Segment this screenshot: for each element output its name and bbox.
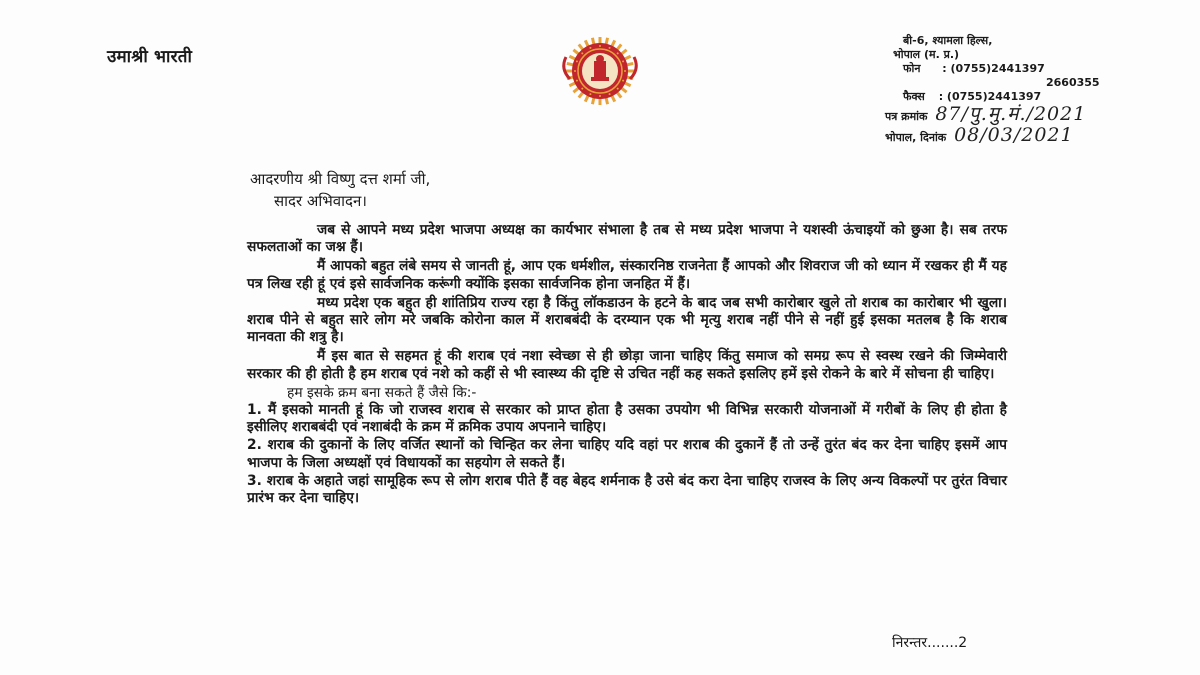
paragraph-3: मध्य प्रदेश एक बहुत ही शांतिप्रिय राज्य रहा है किंतु लॉकडाउन के हटने के बाद जब सभी कारोबार खुले तो शराब का कारोबार भी खुला। शराब पीने से बहुत सारे लोग मरे जबकि कोरोना काल में शराबबंदी के दरम्यान एक भी मृत्यु शराब नहीं पीने से नहीं हुई इसका मतलब है कि शराब मानवता की शत्रु है। [247,294,1007,346]
address-line-2: भोपाल (म. प्र.) [893,48,960,61]
fax-label: फैक्स [903,90,925,103]
paragraph-2: मैं आपको बहुत लंबे समय से जानती हूं, आप एक धर्मशील, संस्कारनिष्ठ राजनेता हैं आपको और शिवराज जी को ध्यान में रखकर ही मैं यह पत्र लिख रही हूं एवं इसे सार्वजनिक करूंगी क्योंकि इसका सार्वजनिक होना जनहित में हैं। [247,258,1007,292]
point-2: 2. शराब की दुकानों के लिए वर्जित स्थानों को चिन्हित कर लेना चाहिए यदि वहां पर शराब की दुकानें हैं तो उन्हें तुरंत बंद कर देना चाहिए इसमें आप भाजपा के जिला अध्यक्षों एवं विधायकों का सहयोग ले सकते हैं। [247,437,1007,471]
salutation-line-2: सादर अभिवादन। [274,192,367,210]
paragraph-4: मैं इस बात से सहमत हूं की शराब एवं नशा स्वेच्छा से ही छोड़ा जाना चाहिए किंतु समाज को समग्र रूप से स्वस्थ रखने की जिम्मेवारी सरकार की ही होती है हम शराब एवं नशे को कहीं से भी स्वास्थ्य की दृष्टि से उचित नहीं कह सकते इसलिए हमें इसे रोकने के बारे में सोचना ही चाहिए। [247,348,1007,382]
address-block [893,34,1100,104]
point-3: 3. शराब के अहाते जहां सामूहिक रूप से लोग शराब पीते हैं वह बेहद शर्मनाक है उसे बंद करा देना चाहिए राजस्व के लिए अन्य विकल्पों पर तुरंत विचार प्रारंभ कर देना चाहिए। [247,472,1007,507]
state-emblem-icon [540,36,660,106]
address-line-1: बी-6, श्यामला हिल्स, [903,34,993,47]
fax-number: : (0755)2441397 [938,90,1042,103]
letter-body [247,222,1007,508]
continued-marker: निरन्तर.......2 [892,635,968,651]
phone-label: फोन [903,62,921,75]
salutation [250,168,430,212]
letter-number: 87/पु.मु.मं./2021 [935,103,1087,125]
phone-number-2: 2660355 [1046,76,1100,89]
salutation-line-1: आदरणीय श्री विष्णु दत्त शर्मा जी, [250,170,431,188]
phone-line [893,62,1100,76]
points-intro: हम इसके क्रम बना सकते हैं जैसे कि:- [287,384,477,401]
point-1: 1. मैं इसको मानती हूं कि जो राजस्व शराब से सरकार को प्राप्त होता है उसका उपयोग भी विभिन्न सरकारी योजनाओं में गरीबों के लिए ही होता है इसीलिए शराबबंदी एवं नशाबंदी के क्रम में क्रमिक उपाय अपनाने चाहिए। [247,402,1007,436]
date-label: भोपाल, दिनांक [885,131,947,144]
sender-name: उमाश्री भारती [107,47,193,67]
phone-number-1: : (0755)2441397 [942,62,1045,75]
letter-date: 08/03/2021 [954,124,1074,146]
date-line [885,124,1074,146]
letter-number-line [885,100,1086,126]
letter-number-label: पत्र क्रमांक [885,110,928,123]
paragraph-1: जब से आपने मध्य प्रदेश भाजपा अध्यक्ष का कार्यभार संभाला है तब से मध्य प्रदेश भाजपा ने यशस्वी ऊंचाइयों को छुआ है। सब तरफ सफलताओं का जश्न हैं। [247,222,1007,256]
